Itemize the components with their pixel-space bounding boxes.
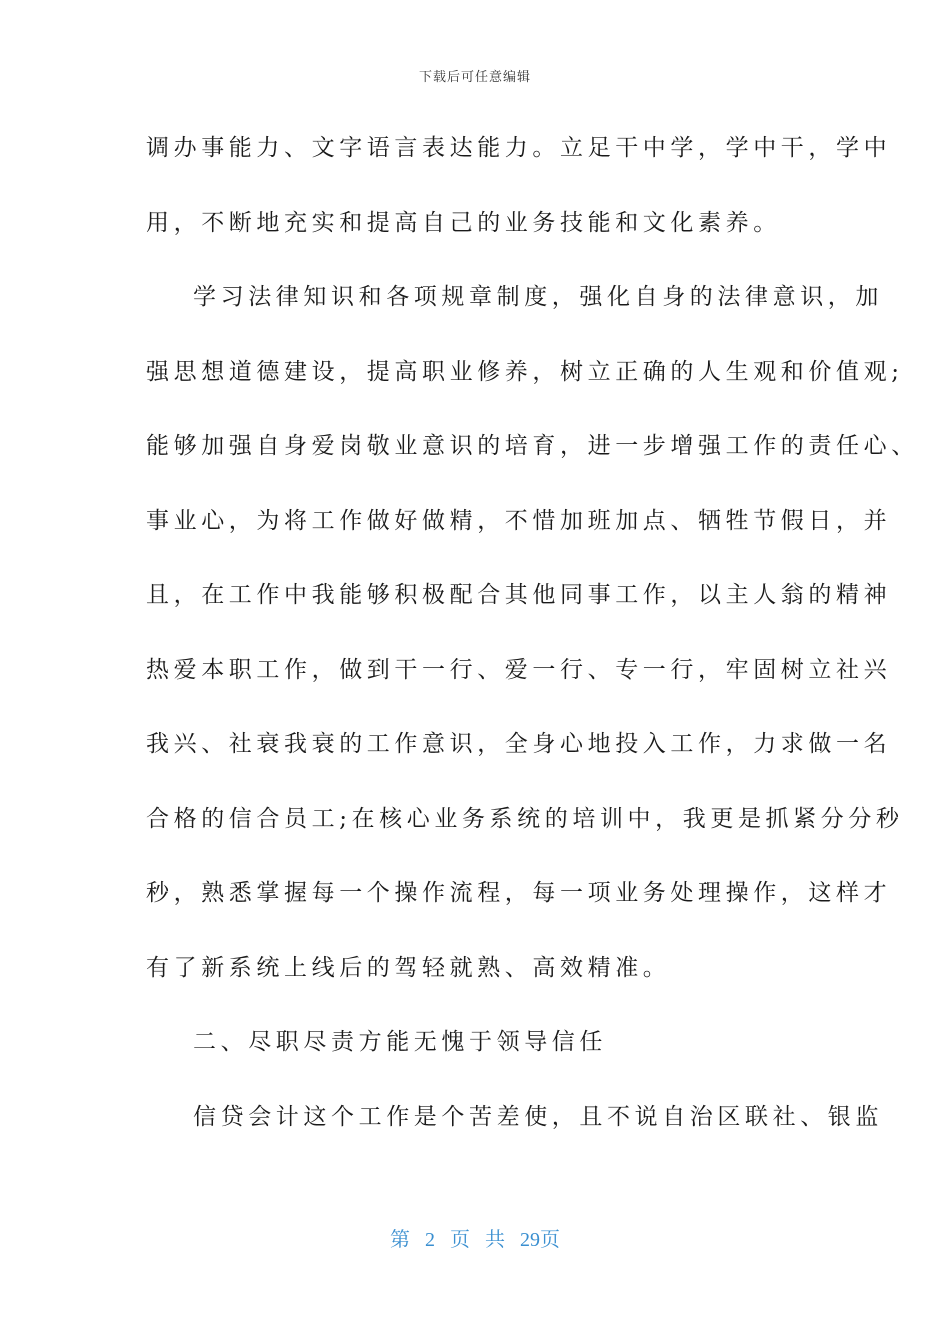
paragraph-line: 学习法律知识和各项规章制度，强化自身的法律意识，加: [193, 284, 883, 310]
page-header-note: 下载后可任意编辑: [418, 70, 531, 85]
paragraph-line: 有了新系统上线后的驾轻就熟、高效精准。: [146, 954, 671, 981]
paragraph-line: 强思想道德建设，提高职业修养，树立正确的人生观和价值观;: [146, 358, 904, 385]
paragraph-line: 热爱本职工作，做到干一行、爱一行、专一行，牢固树立社兴: [146, 656, 892, 683]
page-label-prefix: 第: [390, 1229, 410, 1251]
total-label: 共: [485, 1229, 505, 1251]
paragraph-line: 用，不断地充实和提高自己的业务技能和文化素养。: [146, 209, 781, 236]
total-pages: 29页: [520, 1229, 560, 1251]
paragraph-line: 调办事能力、文字语言表达能力。立足干中学，学中干，学中: [146, 135, 892, 161]
section-heading: 二、尽职尽责方能无愧于领导信任: [193, 1029, 607, 1055]
paragraph-line: 秒，熟悉掌握每一个操作流程，每一项业务处理操作，这样才: [146, 880, 892, 906]
paragraph-line: 且，在工作中我能够积极配合其他同事工作，以主人翁的精神: [146, 582, 892, 608]
paragraph-line: 事业心，为将工作做好做精，不惜加班加点、牺牲节假日，并: [146, 507, 892, 534]
current-page-number: 2: [425, 1229, 435, 1251]
page-number-footer: [0, 1223, 950, 1252]
paragraph-line: 合格的信合员工;在核心业务系统的培训中，我更是抓紧分分秒: [146, 805, 904, 832]
paragraph-line: 信贷会计这个工作是个苦差使，且不说自治区联社、银监: [193, 1103, 883, 1130]
document-body: [146, 118, 919, 1161]
page-label-mid: 页: [450, 1229, 470, 1251]
paragraph-line: 我兴、社衰我衰的工作意识，全身心地投入工作，力求做一名: [146, 731, 892, 757]
paragraph-line: 能够加强自身爱岗敬业意识的培育，进一步增强工作的责任心、: [146, 433, 919, 459]
